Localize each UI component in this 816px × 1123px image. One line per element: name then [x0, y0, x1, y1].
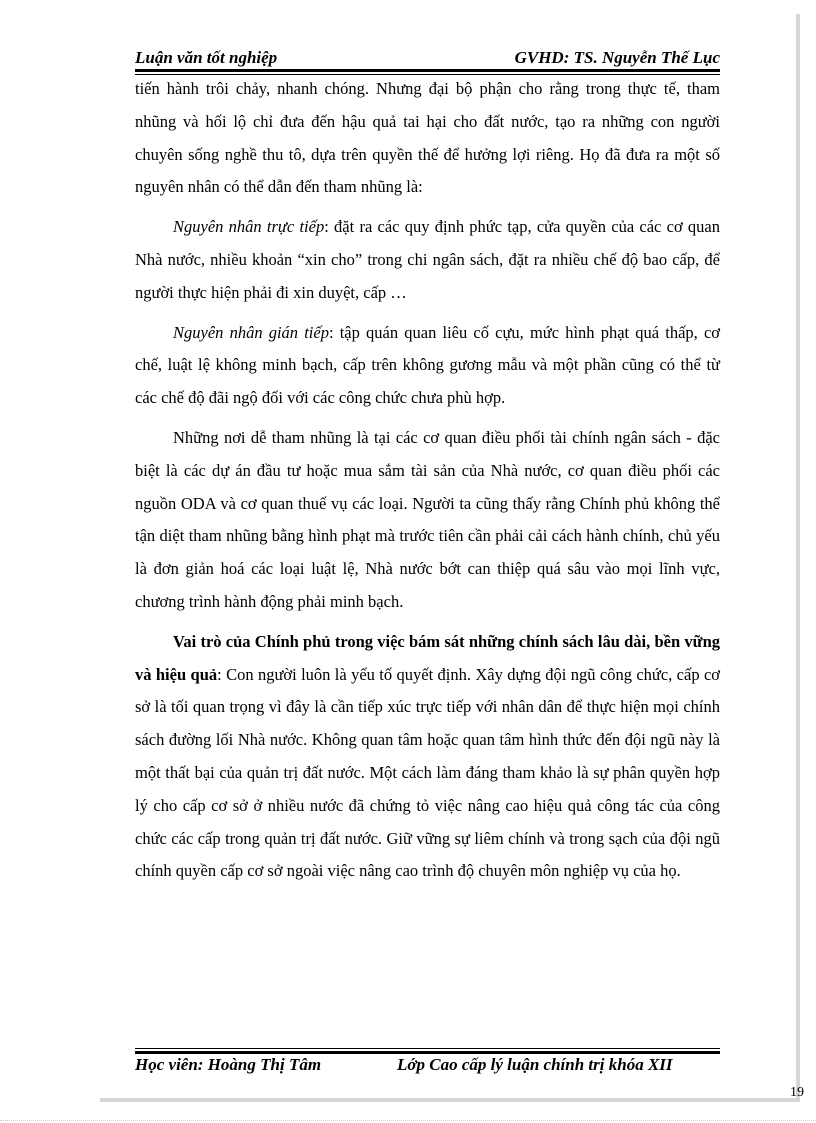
paragraph-4: Những nơi dễ tham nhũng là tại các cơ quan điều phối tài chính ngân sách - đặc biệt là các dự án đầu tư hoặc mua sắm tài sản của Nhà nước, cơ quan điều phối các nguồn ODA và cơ quan thuế vụ các loại. Người ta cũng thấy rằng Chính phủ không thể tận diệt tham nhũng bằng hình phạt mà trước tiên cần phải cải cách hành chính, chủ yếu là đơn giản hoá các loại luật lệ, Nhà nước bớt can thiệp quá sâu vào mọi lĩnh vực, chương trình hành động phải minh bạch. — [135, 427, 720, 611]
page-footer — [135, 1055, 720, 1075]
page-header — [135, 48, 720, 70]
header-rule-thick — [135, 69, 720, 72]
header-advisor: GVHD: TS. Nguyễn Thế Lục — [514, 48, 720, 67]
header-thesis-title: Luận văn tốt nghiệp — [135, 48, 278, 67]
paragraph-3-text: : tập quán quan liêu cố cựu, mức hình phạt quá thấp, cơ chế, luật lệ không minh bạch, cấp trên không gương mẫu và một phần cũng có thể từ các chế độ đãi ngộ đối với các công chức chưa phù hợp. — [135, 322, 720, 408]
footer-rule-thin — [135, 1048, 720, 1049]
footer-rule-thick — [135, 1051, 720, 1054]
paragraph-3-lead: Nguyên nhân gián tiếp — [173, 322, 329, 342]
paragraph-5 — [135, 626, 720, 888]
paragraph-5-text: : Con người luôn là yếu tố quyết định. Xây dựng đội ngũ công chức, cấp cơ sở là tối quan trọng vì đây là cần tiếp xúc trực tiếp với nhân dân để thực hiện mọi chính sách đường lối Nhà nước. Không quan tâm hoặc quan tâm hình thức đến đội ngũ này là một thất bại của quản trị đất nước. Một cách làm đáng tham khảo là sự phân quyền hợp lý cho cấp cơ sở ở nhiều nước đã chứng tỏ việc nâng cao hiệu quả công tác của công chức các cấp trong quản trị đất nước. Giữ vững sự liêm chính và trong sạch của đội ngũ chính quyền cấp cơ sở ngoài việc nâng cao trình độ chuyên môn nghiệp vụ của họ. — [135, 664, 720, 881]
paragraph-1: tiến hành trôi chảy, nhanh chóng. Nhưng đại bộ phận cho rằng trong thực tế, tham nhũng và hối lộ chỉ đưa đến hậu quả tai hại cho đất nước, tạo ra những con người chuyên sống nghề thu tô, dựa trên quyền thế để hưởng lợi riêng. Họ đã đưa ra một số nguyên nhân có thể dẫn đến tham nhũng là: — [135, 79, 720, 197]
paragraph-2-lead: Nguyên nhân trực tiếp — [173, 217, 325, 237]
paragraph-2 — [135, 211, 720, 309]
page-number: 19 — [790, 1085, 804, 1100]
paragraph-2-text: : đặt ra các quy định phức tạp, cửa quyền của các cơ quan Nhà nước, nhiều khoản “xin cho” trong chi ngân sách, đặt ra nhiều chế độ bao cấp, để người thực hiện phải đi xin duyệt, cấp … — [135, 217, 720, 302]
footer-class: Lớp Cao cấp lý luận chính trị khóa XII — [397, 1055, 673, 1074]
paragraph-5-lead: Vai trò của Chính phủ trong việc bám sát những chính sách lâu dài, bền vững và hiệu quả — [135, 631, 720, 684]
paragraph-3 — [135, 317, 720, 415]
page-break-line — [0, 1120, 816, 1121]
body-text — [135, 73, 720, 895]
footer-student: Học viên: Hoàng Thị Tâm — [135, 1055, 322, 1074]
